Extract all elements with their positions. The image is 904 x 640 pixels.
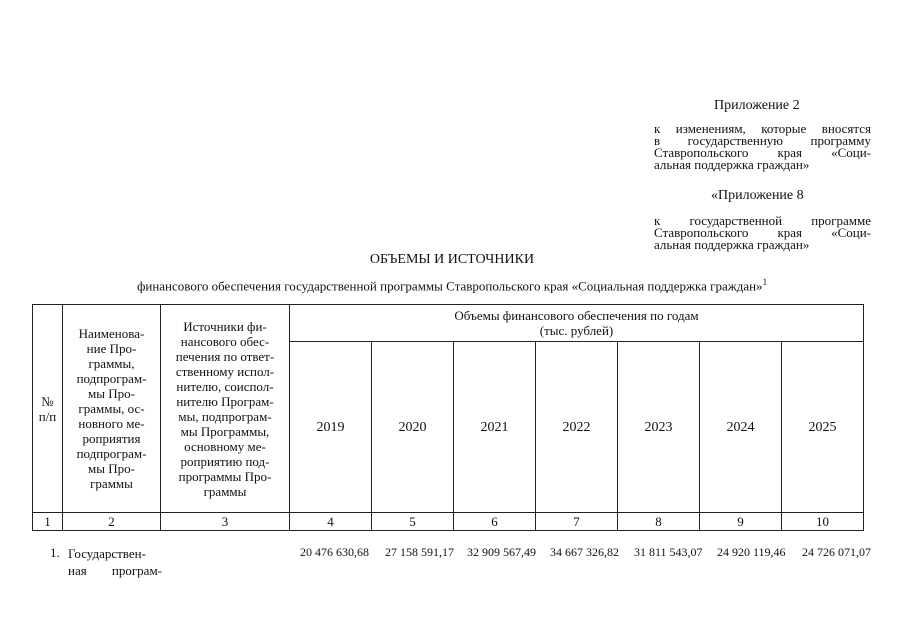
column-index: 10 <box>782 513 864 531</box>
header-source-line: мы, подпрограм- <box>178 408 272 424</box>
header-source-line: нансового обес- <box>180 333 270 349</box>
column-index: 7 <box>536 513 618 531</box>
appendix8-line: альная поддержка граждан» <box>654 237 810 252</box>
row-program-name <box>68 545 162 579</box>
document-heading: ОБЪЕМЫ И ИСТОЧНИКИ <box>369 252 535 267</box>
year-2023: 2023 <box>618 342 700 513</box>
value-2020: 27 158 591,17 <box>385 545 454 559</box>
header-years-group <box>290 305 864 342</box>
header-years-line: (тыс. рублей) <box>539 323 614 338</box>
value-2025: 24 726 071,07 <box>802 545 871 559</box>
subheading-text: финансового обеспечения государственной программы Ставропольского края «Социальная поддержка граждан» <box>136 278 763 294</box>
year-2022: 2022 <box>536 342 618 513</box>
header-name-line: подпрограм- <box>76 446 147 461</box>
value-2022: 34 667 326,82 <box>550 545 619 559</box>
header-name-line: мы Про- <box>88 386 135 401</box>
column-index: 6 <box>454 513 536 531</box>
appendix-title: Приложение 2 <box>714 98 800 113</box>
header-name-line: ние Про- <box>86 341 137 356</box>
header-name-line: граммы <box>90 476 133 491</box>
appendix-description <box>654 123 871 171</box>
header-source-line: нителю, соиспол- <box>176 378 274 394</box>
footnote-mark: 1 <box>762 277 768 287</box>
value-2021: 32 909 567,49 <box>467 545 536 559</box>
header-source-line: роприятию под- <box>180 453 270 469</box>
column-index: 5 <box>372 513 454 531</box>
column-index: 4 <box>290 513 372 531</box>
year-2020: 2020 <box>372 342 454 513</box>
row-name-line: Государствен- <box>68 546 146 561</box>
header-source <box>161 305 290 513</box>
value-2023: 31 811 543,07 <box>634 545 703 559</box>
header-name-line: подпрограм- <box>76 371 147 386</box>
value-2024: 24 920 119,46 <box>717 545 786 559</box>
appendix8-title: «Приложение 8 <box>711 188 804 203</box>
header-source-line: Источники фи- <box>183 318 267 334</box>
appendix8-line: к государственной программе <box>654 213 871 228</box>
header-source-line: ственному испол- <box>175 363 275 379</box>
header-source-line: программы Про- <box>178 468 272 484</box>
header-years-line: Объемы финансового обеспечения по годам <box>454 308 699 323</box>
header-name-line: новного ме- <box>78 416 145 431</box>
column-index: 8 <box>618 513 700 531</box>
year-2024: 2024 <box>700 342 782 513</box>
column-index: 9 <box>700 513 782 531</box>
year-2019: 2019 <box>290 342 372 513</box>
header-number <box>33 305 63 513</box>
header-source-line: мы Программы, <box>180 423 270 439</box>
header-source-line: печения по ответ- <box>175 348 275 364</box>
header-name-line: мы Про- <box>88 461 135 476</box>
row-name-line: ная програм- <box>68 563 162 578</box>
header-number-line: п/п <box>38 408 57 424</box>
header-number-line: № <box>41 393 54 409</box>
header-name-line: граммы, <box>88 356 135 371</box>
header-name-line: Наименова- <box>78 326 145 341</box>
row-number: 1. <box>50 545 60 560</box>
column-index: 1 <box>33 513 63 531</box>
appendix8-line: Ставропольского края «Соци- <box>654 225 871 240</box>
financing-table <box>32 304 864 531</box>
header-name-line: роприятия <box>82 431 141 446</box>
header-name <box>63 305 161 513</box>
appendix-line: альная поддержка граждан» <box>654 157 810 172</box>
header-source-line: основному ме- <box>184 438 266 454</box>
year-2025: 2025 <box>782 342 864 513</box>
column-index: 2 <box>63 513 161 531</box>
year-2021: 2021 <box>454 342 536 513</box>
header-source-line: граммы <box>203 483 247 499</box>
value-2019: 20 476 630,68 <box>300 545 369 559</box>
document-subheading <box>0 277 904 294</box>
header-name-line: граммы, ос- <box>78 401 145 416</box>
appendix-line: в государственную программу <box>654 133 871 148</box>
appendix8-description <box>654 215 871 251</box>
header-source-line: нителю Програм- <box>176 393 274 409</box>
appendix-line: Ставропольского края «Соци- <box>654 145 871 160</box>
column-index: 3 <box>161 513 290 531</box>
appendix-line: к изменениям, которые вносятся <box>654 121 871 136</box>
